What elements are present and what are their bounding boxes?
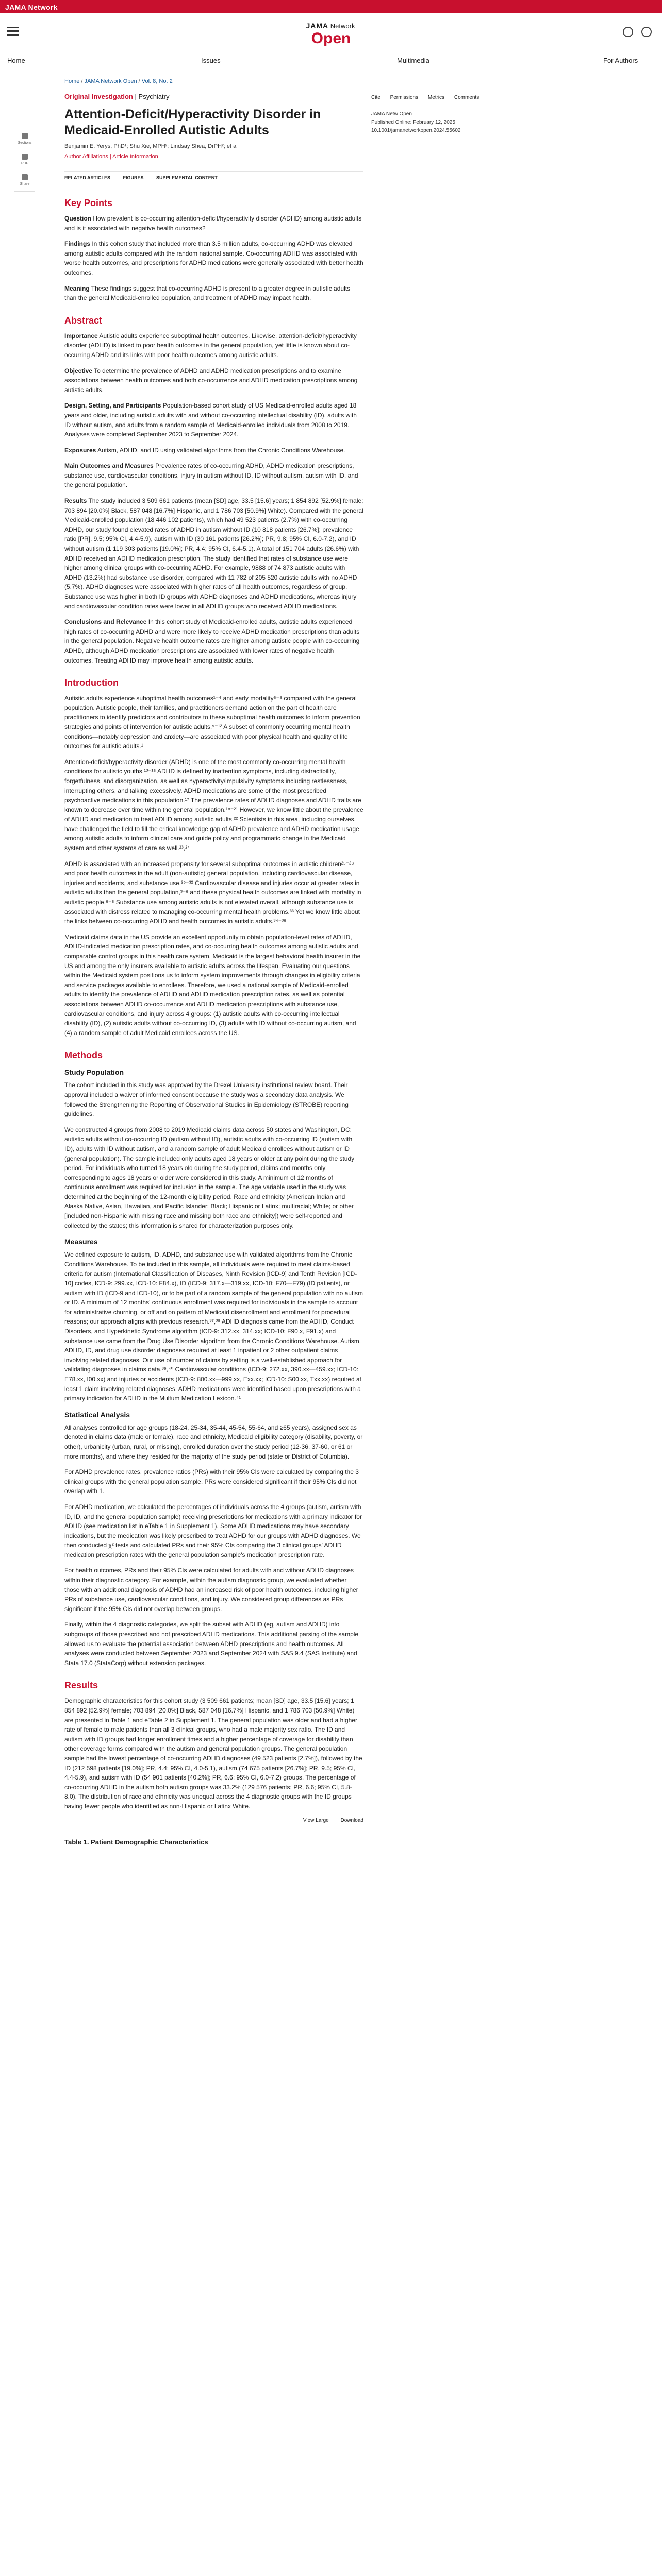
rail-sections-label: Sections xyxy=(18,141,32,145)
article-body xyxy=(64,93,363,1846)
search-icon[interactable] xyxy=(623,27,633,37)
key-findings-text: In this cohort study that included more than 3.5 million adults, co-occurring ADHD was elevated among autistic adults compared with the random national sample. Co-occurring ADHD was associated with worse health outcomes, and prescriptions for ADHD medications were generally associated with better health outcomes. xyxy=(64,240,363,276)
key-findings: Findings In this cohort study that included more than 3.5 million adults, co-occurring ADHD was elevated among autistic adults compared with the random national sample. Co-occurring ADHD was associated with worse health outcomes, and prescriptions for ADHD medications were generally associated with better health outcomes. xyxy=(64,240,363,276)
permissions-button[interactable]: Permissions xyxy=(390,95,419,100)
article-type-label: Original Investigation xyxy=(64,93,133,100)
intro-p4: Medicaid claims data in the US provide an excellent opportunity to obtain population-level rates of ADHD, ADHD-indicated medication prescription rates, and co-occurring health outcomes among autistic adults and comparable control groups in this health care system. Medicaid is the largest behavioral health insurer in the US and among the only insurers available to autistic adults across the lifespan. Evaluating our questions within the Medicaid system positions us to inform system improvements through changes in eligibility criteria and service packages available to enrollees. Therefore, we used a national sample of Medicaid-enrolled adults to identify the prevalence of ADHD and ADHD medication prescription rates, as well as potential associations between ADHD co-occurrence and ADHD medication prescriptions with substance use, cardiovascular conditions, and injury across 4 groups: (1) autistic adults with co-occurring intellectual disability (ID), (2) autistic adults without co-occurring ID, (3) adults with ID without co-occurring autism, and (4) a random sample of adult Medicaid enrollees across the US. xyxy=(64,933,361,1037)
key-points-heading: Key Points xyxy=(64,198,113,208)
logo-network: Network xyxy=(330,22,355,30)
abs-importance-text: Autistic adults experience suboptimal health outcomes. Likewise, attention-deficit/hyperactivity disorder (ADHD) is linked to poor health outcomes in the general population, yet little is known about co-occurring ADHD and its links with poor health outcomes among autistic adults. xyxy=(64,332,357,359)
article-sidebar xyxy=(371,93,593,135)
comments-button[interactable]: Comments xyxy=(454,95,479,100)
doi[interactable]: 10.1001/jamanetworkopen.2024.55602 xyxy=(371,128,461,133)
results-p1: Demographic characteristics for this cohort study (3 509 661 patients; mean [SD] age, 33.5 [15.6] years; 1 854 892 [52.9%] female; 703 894 [20.0%] Black, 587 048 [16.7%] Hispanic, and 1 786 703 [50.9%] White) are presented in Table 1 and eTable 2 in Supplement 1. The general population was older and had a higher rate of female to male patients than all 3 clinical groups, who had a male majority sex ratio. The ID and autism with ID groups had longer enrollment times and a higher percentage of coverage for disability than other coverage forms compared with the autism and general population groups. The general population sample had the lowest percentage of co-occurring ADHD diagnoses (49 523 patients [2.7%]), followed by the ID (212 598 patients [19.0%]; PR, 4.4; 95% CI, 4.0-5.1), autism (74 675 patients [26.7%]; PR, 9.5; 95% CI, 4.4-5.9), and autism with ID (54 901 patients [40.2%]; PR, 6.6; 95% CI, 6.0-7.2) groups. The percentage of co-occurring ADHD in the autism both autism groups was 33.2% (129 576 patients; PR, 6.6; 95% CI, 5.8-8.0). The distribution of race and ethnicity was unequal across the 4 diagnostic groups with the ID groups having fewer people who identified as non-Hispanic or Latinx White. xyxy=(64,1697,362,1810)
key-meaning-text: These findings suggest that co-occurring ADHD is present to a greater degree in autistic adults than the general Medicaid-enrolled population, and treatment of ADHD may impact health. xyxy=(64,284,351,302)
key-question-text: How prevalent is co-occurring attention-deficit/hyperactivity disorder (ADHD) among autistic adults and is it associated with negative health outcomes? xyxy=(64,215,362,232)
publish-date: Published Online: February 12, 2025 xyxy=(371,120,455,125)
metrics-button[interactable]: Metrics xyxy=(427,95,445,100)
cite-button[interactable]: Cite xyxy=(371,95,380,100)
intro-p3: ADHD is associated with an increased propensity for several suboptimal outcomes in autistic children²⁵⁻²⁸ and poor health outcomes in the adult (non-autistic) general population, including cardiovascular disease, injuries and accidents, and substance use.²⁹⁻³² Cardiovascular disease and injuries occur at greater rates in autistic adults than the general population,³⁻⁶ and these physical health outcomes are linked with mortality in autistic people.⁶⁻⁸ Substance use among autistic adults is not elevated overall, although substance use is associated with distress related to managing co-occurring mental health problems.³³ Yet we know little about the links between co-occurring ADHD and health outcomes in autistic adults.³⁴⁻³⁶ xyxy=(64,860,361,925)
crumb-volume[interactable]: Vol. 8, No. 2 xyxy=(141,78,173,84)
abs-objective-text: To determine the prevalence of ADHD and ADHD medication prescriptions and to examine associations between health outcomes and both co-occurrence and ADHD medication prescriptions among autistic adults. xyxy=(64,367,358,394)
methods-p8: Finally, within the 4 diagnostic categories, we split the subset with ADHD (eg, autism and ADHD) into subgroups of those prescribed and not prescribed ADHD medications. This additional parsing of the sample allowed us to evaluate the potential association between ADHD prescriptions and health outcomes. All analyses were conducted between September 2023 and September 2024 with SAS 9.4 (SAS Institute) and Stata 17.0 (StataCorp) without extension packages. xyxy=(64,1621,359,1667)
share-icon xyxy=(22,174,28,180)
study-population-heading: Study Population xyxy=(64,1068,124,1077)
top-brand-bar xyxy=(0,0,662,13)
stats-heading: Statistical Analysis xyxy=(64,1410,130,1419)
rail-share-label: Share xyxy=(20,182,30,186)
table-caption: Table 1. Patient Demographic Characteristics xyxy=(64,1833,363,1846)
article-title: Attention-Deficit/Hyperactivity Disorder in Medicaid-Enrolled Autistic Adults xyxy=(64,107,321,138)
abs-results: Results The study included 3 509 661 patients (mean [SD] age, 33.5 [15.6] years; 1 854 892 [52.9%] female; 703 894 [20.0%] Black, 587 048 [16.7%] Hispanic, and 1 786 703 [50.9%] White). Compared with the general Medicaid-enrolled population (18 446 102 patients), which had 49 523 patients (2.7%) with co-occurring ADHD, our study found elevated rates of ADHD in autism without ID (10 818 patients [26.7%]; prevalence ratio [PR], 9.5; 95% CI, 4.4-5.9), autism with ID (30 161 patients [26.2%]; PR, 9.8; 95% CI, 6.0-7.2), and ID without autism (1 119 303 patients [19.0%]; PR, 4.4; 95% CI, 6.4-5.1). A total of 151 704 adults (26.6%) with ADHD received an ADHD medication prescription. The study identified that rates of substance use were higher among clinical groups with co-occurring ADHD. For example, 9888 of 74 873 autistic adults with ADHD (13.2%) had substance use disorder, compared with 11 782 of 205 520 autistic adults with no ADHD (5.7%). ADHD diagnoses were associated with higher rates of all health outcomes, regardless of group. Substance use was higher in both ID groups with ADHD diagnoses and ADHD medications, whereas injury and cardiovascular condition rates were lower in all ADHD groups who received ADHD medications. xyxy=(64,497,363,610)
rail-pdf[interactable] xyxy=(14,150,35,171)
journal-logo[interactable] xyxy=(292,22,369,47)
results-heading: Results xyxy=(64,1680,98,1691)
table-actions xyxy=(64,1818,363,1823)
crumb-journal[interactable]: JAMA Network Open xyxy=(84,78,137,84)
abs-measures-text: Prevalence rates of co-occurring ADHD, ADHD medication prescriptions, substance use, cardiovascular conditions, injury in autism without ID, ID without autism, autism with ID, and the general population. xyxy=(64,462,358,489)
publication-info xyxy=(371,110,593,135)
methods-p1: The cohort included in this study was approved by the Drexel University institutional review board. Their approval included a waiver of informed consent because the study was a secondary data analysis. We followed the Strengthening the Reporting of Observational Studies in Epidemiology (STROBE) reporting guidelines. xyxy=(64,1081,349,1118)
article-tools xyxy=(64,171,363,185)
list-icon xyxy=(22,133,28,139)
nav-home[interactable]: Home xyxy=(7,57,25,64)
rail-pdf-label: PDF xyxy=(21,162,28,165)
nav-for-authors[interactable]: For Authors xyxy=(603,57,638,64)
logo-open: Open xyxy=(311,30,351,47)
supplemental-tab[interactable]: SUPPLEMENTAL CONTENT xyxy=(156,175,218,180)
key-question: Question How prevalent is co-occurring attention-deficit/hyperactivity disorder (ADHD) among autistic adults and is it associated with negative health outcomes? xyxy=(64,215,362,232)
measures-heading: Measures xyxy=(64,1238,98,1246)
abs-conclusions: Conclusions and Relevance In this cohort study of Medicaid-enrolled adults, autistic adults experienced high rates of co-occurring ADHD and were more likely to receive ADHD medication prescriptions than adults in the general population. Negative health outcome rates are higher among autistic people with co-occurring ADHD, although ADHD medication prescriptions are associated with lower rates of negative health outcomes. Treating ADHD may improve health among autistic adults. xyxy=(64,618,360,664)
intro-p2: Attention-deficit/hyperactivity disorder (ADHD) is one of the most commonly co-occurring mental health conditions for autistic youths.¹³⁻¹⁶ ADHD is defined by inattention symptoms, including distractibility, forgetfulness, and disorganization, as well as hyperactivity/impulsivity symptoms including restlessness, interrupting others, and talking excessively. ADHD medications are some of the most prescribed psychoactive medications in this population.¹⁷ The prevalence rates of ADHD diagnoses and ADHD traits are known to decrease over time within the general population.¹⁸⁻²¹ However, we know little about the prevalence of ADHD and medication to treat ADHD among autistic adults.²² Scientists in this area, including ourselves, have challenged the field to fill the critical knowledge gap of ADHD prevalence and ADHD medication usage among autistic adults to inform clinical care and guide policy and programmatic change in the Medicaid system and other systems of care as well.²³,²⁴ xyxy=(64,758,363,852)
abs-results-text: The study included 3 509 661 patients (mean [SD] age, 33.5 [15.6] years; 1 854 892 [52.9%] female; 703 894 [20.0%] Black, 587 048 [16.7%] Hispanic, and 1 786 703 [50.9%] White). Compared with the general Medicaid-enrolled population (18 446 102 patients), which had 49 523 patients (2.7%) with co-occurring ADHD, our study found elevated rates of ADHD in autism without ID (10 818 patients [26.7%]; prevalence ratio [PR], 9.5; 95% CI, 4.4-5.9), autism with ID (30 161 patients [26.2%]; PR, 9.8; 95% CI, 6.0-7.2), and ID without autism (1 119 303 patients [19.0%]; PR, 4.4; 95% CI, 6.4-5.1). A total of 151 704 adults (26.6%) with ADHD received an ADHD medication prescription. The study identified that rates of substance use were higher among clinical groups with co-occurring ADHD. For example, 9888 of 74 873 autistic adults with ADHD (13.2%) had substance use disorder, compared with 11 782 of 205 520 autistic adults with no ADHD (5.7%). ADHD diagnoses were associated with higher rates of all health outcomes, regardless of group. Substance use was higher in both ID groups with ADHD diagnoses and ADHD medications, whereas injury and cardiovascular condition rates were lower in all ADHD groups who received ADHD medications. xyxy=(64,497,363,610)
methods-p3: We defined exposure to autism, ID, ADHD, and substance use with validated algorithms from the Chronic Conditions Warehouse. To be included in this sample, all individuals were required to meet claims-based criteria for autism (International Classification of Diseases, Ninth Revision [ICD-9] and Tenth Revision [ICD-10] codes, ICD-9: 299.xx, ICD-10: F84.x), ID (ICD-9: 317.x—319.xx, ICD-10: F70—F79) (ID patients), or autism with ID (ICD-9 and ICD-10), or to be part of a random sample of the general population with no autism or ID. A minimum of 12 months' continuous enrollment was required for individuals in the sample to account for administrative churning, or off and on pattern of Medicaid disenrollment and enrollment for procedural reasons; our approach aligns with previous research.³⁷,³⁸ ADHD diagnosis came from the ADHD, Conduct Disorders, and Hyperkinetic Syndrome algorithm (ICD-9: 312.xx, 314.xx; ICD-10: F90.x, F91.x) and substance use came from the Drug Use Disorder algorithm from the Chronic Conditions Warehouse. Autism, ADHD, ID, and drug use disorder diagnoses required at least 1 inpatient or 2 other outpatient claims involving related diagnoses. Our use of number of claims by setting is a well-established approach for validating diagnoses in claims data.³⁹,⁴⁰ Cardiovascular conditions (ICD-9: 272.xx, 390.xx—459.xx; ICD-10: E78.xx, I00.xx) and injuries or accidents (ICD-9: 800.xx—999.xx, Exx.xx; ICD-10: S00.xx, Txx.xx) required at least 1 claim involving related diagnoses. ADHD medications were identified based upon prescriptions with a primary indication for ADHD in the Multum Medication Lexicon.⁴¹ xyxy=(64,1251,363,1402)
key-meaning: Meaning These findings suggest that co-occurring ADHD is present to a greater degree in autistic adults than the general Medicaid-enrolled population, and treatment of ADHD may impact health. xyxy=(64,284,351,302)
abstract-heading: Abstract xyxy=(64,315,103,326)
nav-multimedia[interactable]: Multimedia xyxy=(397,57,429,64)
site-header xyxy=(0,13,662,50)
nav-issues[interactable]: Issues xyxy=(201,57,221,64)
user-icon[interactable] xyxy=(641,27,652,37)
pdf-icon xyxy=(22,154,28,160)
abs-objective: Objective To determine the prevalence of ADHD and ADHD medication prescriptions and to examine associations between health outcomes and both co-occurrence and ADHD medication prescriptions among autistic adults. xyxy=(64,367,358,394)
intro-p1: Autistic adults experience suboptimal health outcomes¹⁻⁴ and early mortality⁵⁻⁸ compared with the general population. Autistic people, their families, and practitioners demand action on the part of health care practitioners to identify predictors and contributors to these suboptimal health outcomes to inform prevention strategies and points of intervention for autistic adults.⁹⁻¹² A subset of commonly occurring mental health conditions—notably depression and anxiety—are associated with poor physical health and quality of life outcomes for autistic adults.¹ xyxy=(64,694,360,750)
abs-conclusions-text: In this cohort study of Medicaid-enrolled adults, autistic adults experienced high rates of co-occurring ADHD and were more likely to receive ADHD medication prescriptions than adults in the general population. Negative health outcome rates are higher among autistic people with co-occurring ADHD, although ADHD medication prescriptions are associated with lower rates of negative health outcomes. Treating ADHD may improve health among autistic adults. xyxy=(64,618,360,664)
figures-tab[interactable]: FIGURES xyxy=(123,175,144,180)
intro-heading: Introduction xyxy=(64,677,119,688)
abs-measures: Main Outcomes and Measures Prevalence rates of co-occurring ADHD, ADHD medication prescriptions, substance use, cardiovascular conditions, injury in autism without ID, ID without autism, autism with ID, and the general population. xyxy=(64,462,358,489)
crumb-home[interactable]: Home xyxy=(64,78,80,84)
rail-share[interactable] xyxy=(14,171,35,192)
left-rail xyxy=(14,130,35,192)
related-articles-tab[interactable]: RELATED ARTICLES xyxy=(64,175,110,180)
methods-p4: All analyses controlled for age groups (18-24, 25-34, 35-44, 45-54, 55-64, and ≥65 years), assigned sex as denoted in claims data (male or female), race and ethnicity, Medicaid eligibility category (disability, poverty, or other), urbanicity (urban, rural, or missing), enrolled duration over the study period (12-36, 37-60, or 61 or more months), and where they resided for the majority of the study period (state or District of Columbia). xyxy=(64,1423,363,1460)
breadcrumb: Home / JAMA Network Open / Vol. 8, No. 2 xyxy=(64,78,173,84)
journal-name: JAMA Netw Open xyxy=(371,111,412,117)
abs-design: Design, Setting, and Participants Population-based cohort study of US Medicaid-enrolled adults aged 18 years and older, including autistic adults with and without co-occurring intellectual disability (ID), adults with ID without autism, and adults from a random sample of Medicaid-enrolled individuals from 2008 to 2019. Analyses were completed September 2023 to September 2024. xyxy=(64,402,357,438)
view-large-link[interactable]: View Large xyxy=(303,1817,329,1823)
sidebar-actions xyxy=(371,93,593,103)
abs-exposures-text: Autism, ADHD, and ID using validated algorithms from the Chronic Conditions Warehouse. xyxy=(97,446,345,454)
main-nav xyxy=(0,50,662,71)
rail-sections[interactable] xyxy=(14,130,35,150)
methods-p5: For ADHD prevalence rates, prevalence ratios (PRs) with their 95% CIs were calculated by comparing the 3 clinical groups with the general population sample. PRs were considered significant if their 95% CIs did not overlap with 1. xyxy=(64,1468,359,1495)
methods-p7: For health outcomes, PRs and their 95% CIs were calculated for adults with and without ADHD diagnoses within their diagnostic category. For example, within the autism diagnostic group, we evaluated whether those with an additional diagnosis of ADHD had an increased risk of poor health outcomes, including higher PRs of substance use, cardiovascular conditions, and injury. We considered group differences as PRs significant if the 95% CIs did not overlap between groups. xyxy=(64,1567,358,1613)
methods-p2: We constructed 4 groups from 2008 to 2019 Medicaid claims data across 50 states and Washington, DC: autistic adults without co-occurring ID (autism without ID), autistic adults with co-occurring ID (autism with ID), adults with ID without autism, and a random sample of adult Medicaid enrollees without autism or ID (general population). The sample included only adults aged 18 years or older at any point during the study period. For individuals who turned 18 years old during the study period, claims and months only corresponding to ages 18 years or older were considered in this study. A minimum of 12 months of continuous enrollment was required for inclusion in the sample. The age variable used in the study was determined at the beginning of the 12-month eligibility period. Race and ethnicity (American Indian and Alaska Native, Asian, Hawaiian, and Pacific Islander; Black; Hispanic or Latinx; multiracial; White; or other [included non-Hispanic with missing race and missing both race and ethnicity]) were self-reported and collected by the states; this information is shared for characterization purposes only. xyxy=(64,1126,355,1229)
menu-icon[interactable] xyxy=(7,27,19,35)
logo-jama: JAMA xyxy=(306,22,329,30)
abs-exposures: Exposures Autism, ADHD, and ID using validated algorithms from the Chronic Conditions Warehouse. xyxy=(64,446,345,454)
author-affiliations-link[interactable]: Author Affiliations | Article Information xyxy=(64,154,158,160)
article-topic[interactable]: Psychiatry xyxy=(138,93,170,100)
methods-heading: Methods xyxy=(64,1050,103,1061)
download-link[interactable]: Download xyxy=(340,1817,363,1823)
methods-p6: For ADHD medication, we calculated the percentages of individuals across the 4 groups (autism, autism with ID, ID, and the general population sample) receiving prescriptions for medications with a primary indicator for ADHD (see medication list in eTable 1 in Supplement 1). Some ADHD medications may have secondary indications, but the medication was likely prescribed to treat ADHD for our groups with ADHD diagnoses. We then conducted χ² tests and calculated PRs and their 95% CIs comparing the 3 clinical groups' ADHD medication prescription rates with the general population sample's medication prescription rate. xyxy=(64,1503,362,1558)
article-type: Original Investigation | Psychiatry xyxy=(64,93,170,100)
abs-importance: Importance Autistic adults experience suboptimal health outcomes. Likewise, attention-deficit/hyperactivity disorder (ADHD) is linked to poor health outcomes in the general population, yet little is known about co-occurring ADHD and its links with poor health outcomes among autistic adults. xyxy=(64,332,357,359)
author-list[interactable]: Benjamin E. Yerys, PhD¹; Shu Xie, MPH²; Lindsay Shea, DrPH²; et al xyxy=(64,143,238,149)
brand-name[interactable]: JAMA Network xyxy=(5,3,58,11)
abs-design-text: Population-based cohort study of US Medicaid-enrolled adults aged 18 years and older, including autistic adults with and without co-occurring intellectual disability (ID), adults with ID without autism, and adults from a random sample of Medicaid-enrolled individuals from 2008 to 2019. Analyses were completed September 2023 to September 2024. xyxy=(64,402,357,438)
